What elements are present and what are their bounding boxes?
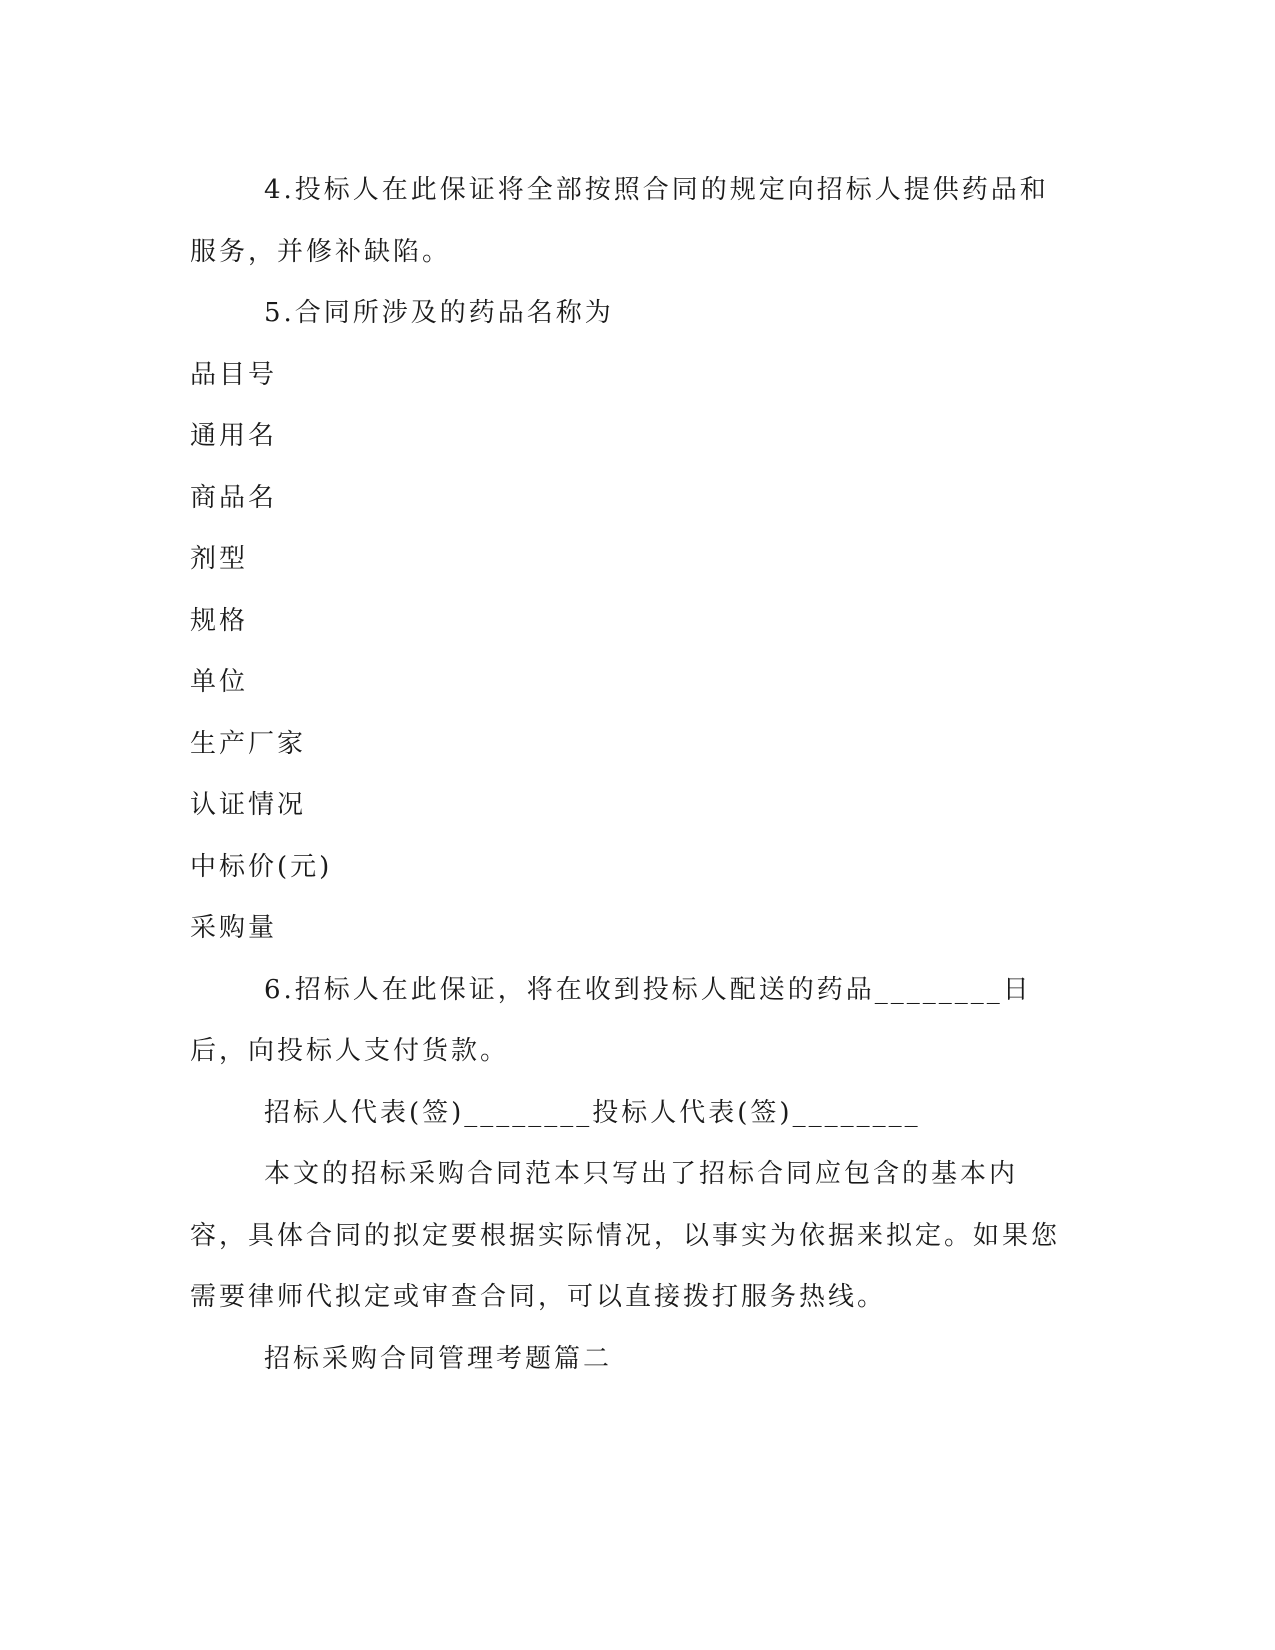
paragraph-6: 6.招标人在此保证，将在收到投标人配送的药品________日后，向投标人支付货款。 [190,974,1032,1066]
list-item: 通用名 [190,421,278,451]
list-item: 品目号 [190,359,278,390]
list-item: 规格 [190,605,249,636]
closing-paragraph: 本文的招标采购合同范本只写出了招标合同应包含的基本内容，具体合同的拟定要根据实际情况，以事实为依据来拟定。如果您需要律师代拟定或审查合同，可以直接拨打服务热线。 [190,1159,1061,1312]
list-item: 采购量 [190,913,278,943]
paragraph-5: 5.合同所涉及的药品名称为 [264,298,614,328]
list-item: 剂型 [190,544,249,574]
list-item: 认证情况 [190,790,307,820]
paragraph-4: 4.投标人在此保证将全部按照合同的规定向招标人提供药品和服务，并修补缺陷。 [190,175,1049,267]
document-body [190,160,1070,1390]
list-item: 生产厂家 [190,728,307,759]
list-item: 单位 [190,667,249,697]
list-item: 商品名 [190,482,278,513]
signature-line: 招标人代表(签)________投标人代表(签)________ [264,1097,921,1128]
list-item: 中标价(元) [190,851,333,882]
next-section-title: 招标采购合同管理考题篇二 [264,1343,613,1374]
